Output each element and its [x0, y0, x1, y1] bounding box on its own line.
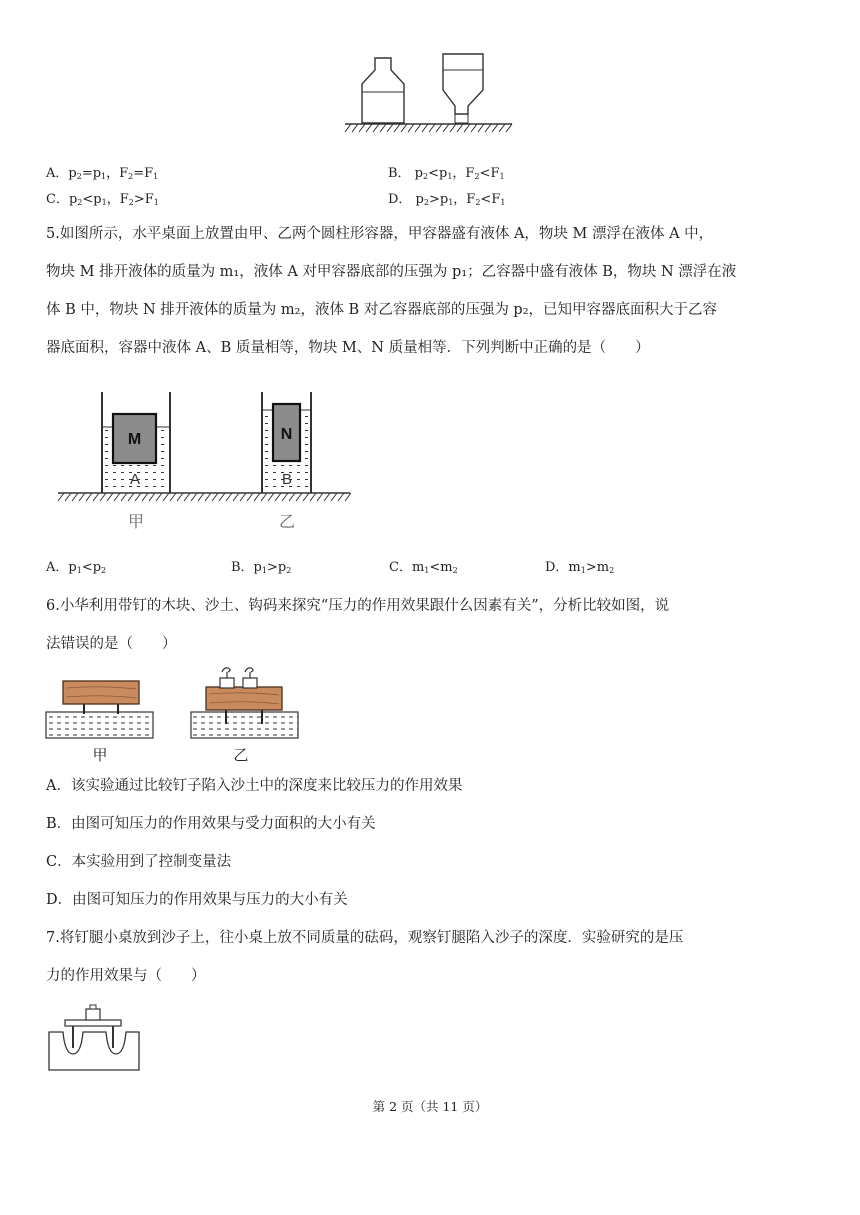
- q6-option-d[interactable]: D．由图可知压力的作用效果与压力的大小有关: [46, 892, 348, 908]
- q4-b-text: ，F: [452, 166, 475, 181]
- q5-b-sub: 2: [286, 566, 292, 575]
- block-m-label: M: [127, 431, 142, 448]
- liquid-a-label: A: [129, 471, 141, 488]
- q4-b-text: <p: [428, 166, 448, 181]
- q4-a-sub: 1: [101, 172, 107, 181]
- q4-a-sub: 2: [76, 172, 82, 181]
- q4-d-sub: 2: [423, 198, 429, 207]
- q4-b-sub: 2: [474, 172, 480, 181]
- q4-d-text: <F: [480, 192, 501, 207]
- caption-right-6: 乙: [233, 746, 249, 764]
- q4-c-sub: 1: [153, 198, 159, 207]
- q6-line-1: 6.小华利用带钉的木块、沙土、钩码来探究“压力的作用效果跟什么因素有关”，分析比较如图，说: [46, 598, 670, 614]
- q5-d-text: D．m: [545, 560, 581, 575]
- q4-c-text: <p: [82, 192, 102, 207]
- caption-yi: 乙: [278, 512, 296, 531]
- q4-c-sub: 2: [77, 198, 83, 207]
- q5-a-sub: 1: [76, 566, 82, 575]
- q6-option-b[interactable]: B．由图可知压力的作用效果与受力面积的大小有关: [46, 816, 376, 832]
- q5-c-sub: 2: [452, 566, 458, 575]
- q5-line-3: 体 B 中，物块 N 排开液体的质量为 m₂，液体 B 对乙容器底部的压强为 p₂，已知甲容器底面积大于乙容: [46, 302, 718, 318]
- page-footer: 第 2 页（共 11 页）: [372, 1099, 488, 1114]
- liquid-b-label: B: [281, 471, 293, 488]
- table-top: [65, 1020, 121, 1026]
- q5-c-text: <m: [429, 560, 453, 575]
- weight: [86, 1009, 100, 1020]
- q4-d-sub: 1: [500, 198, 506, 207]
- q4-c-text: C．p: [46, 192, 78, 207]
- q4-c-sub: 1: [101, 198, 107, 207]
- q7-line-1: 7.将钉腿小桌放到沙子上，往小桌上放不同质量的砝码，观察钉腿陷入沙子的深度．实验研究的是压: [46, 930, 684, 946]
- caption-left-6: 甲: [92, 746, 108, 764]
- q4-d-sub: 2: [475, 198, 481, 207]
- q4-a-text: =F: [133, 166, 154, 181]
- q4-a-sub: 1: [153, 172, 159, 181]
- q5-a-text: A．p: [46, 560, 77, 575]
- block-n-label: N: [280, 426, 293, 443]
- caption-jia: 甲: [127, 512, 145, 531]
- q5-d-text: >m: [585, 560, 610, 575]
- q4-c-text: ，F: [106, 192, 129, 207]
- q5-line-1: 5.如图所示，水平桌面上放置由甲、乙两个圆柱形容器，甲容器盛有液体 A，物块 M 漂浮在液体 A 中，: [46, 226, 714, 242]
- sand-tray: [49, 1032, 139, 1070]
- q4-d-text: ，F: [453, 192, 476, 207]
- q4-a-text: =p: [81, 166, 102, 181]
- q6-option-a[interactable]: A．该实验通过比较钉子陷入沙土中的深度来比较压力的作用效果: [46, 778, 463, 794]
- q4-a-text: A．p: [46, 166, 77, 181]
- q4-b-sub: 2: [423, 172, 429, 181]
- q4-b-text: B． p: [388, 166, 424, 181]
- q4-a-sub: 2: [128, 172, 134, 181]
- q4-d-text: >p: [428, 192, 449, 207]
- q7-line-2: 力的作用效果与（ ）: [46, 968, 206, 984]
- q4-b-sub: 1: [499, 172, 505, 181]
- q5-d-sub: 2: [609, 566, 615, 575]
- q4-d-text: D． p: [388, 192, 424, 207]
- q4-b-text: <F: [479, 166, 500, 181]
- q6-line-2: 法错误的是（ ）: [46, 636, 177, 652]
- q4-b-sub: 1: [447, 172, 453, 181]
- q5-d-sub: 1: [580, 566, 586, 575]
- q5-a-text: <p: [81, 560, 102, 575]
- q6-option-c[interactable]: C．本实验用到了控制变量法: [46, 854, 232, 870]
- q4-a-text: ，F: [106, 166, 129, 181]
- q4-c-sub: 2: [128, 198, 134, 207]
- q5-line-2: 物块 M 排开液体的质量为 m₁，液体 A 对甲容器底部的压强为 p₁；乙容器中盛有液体 B，物块 N 漂浮在液: [46, 264, 737, 280]
- q5-c-text: C．m: [389, 560, 425, 575]
- q5-line-4: 器底面积，容器中液体 A、B 质量相等，物块 M、N 质量相等．下列判断中正确的是（ ）: [46, 340, 650, 356]
- q5-c-sub: 1: [424, 566, 430, 575]
- q5-b-text: B．p: [231, 560, 262, 575]
- q5-b-sub: 1: [261, 566, 267, 575]
- q5-b-text: >p: [266, 560, 287, 575]
- q4-c-text: >F: [133, 192, 154, 207]
- q5-a-sub: 2: [101, 566, 107, 575]
- q4-d-sub: 1: [448, 198, 454, 207]
